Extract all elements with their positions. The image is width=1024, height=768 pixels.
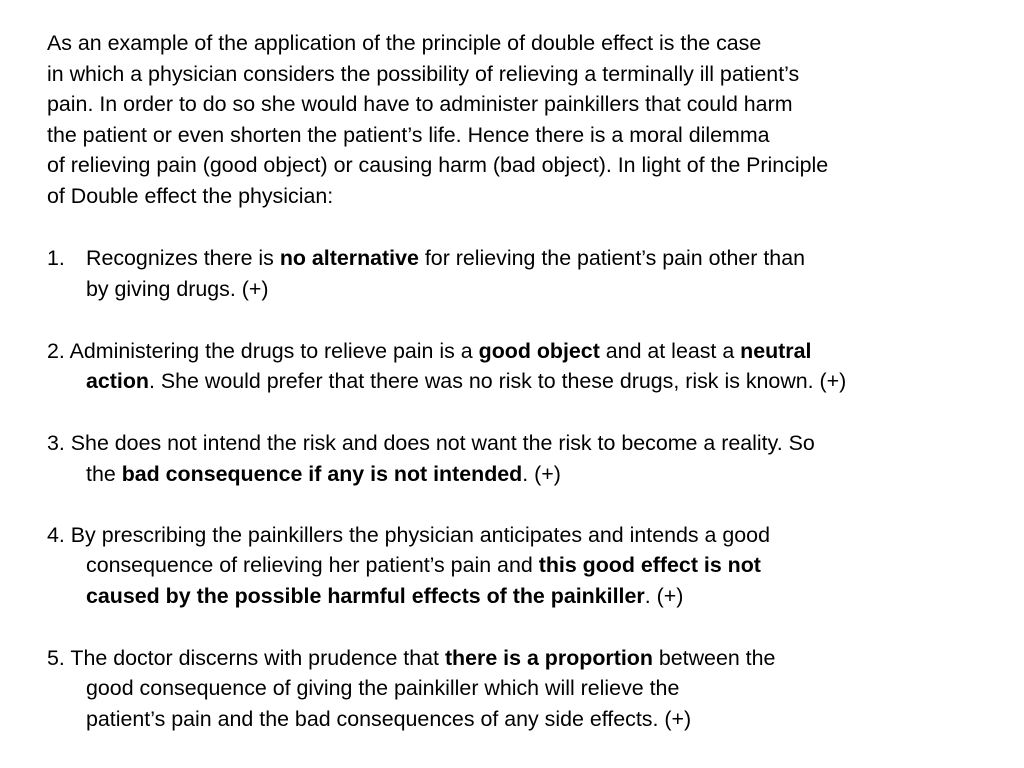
item-1-number: 1. <box>47 246 65 270</box>
item-2-emphasis-action: action <box>86 369 149 393</box>
item-2-line-1 <box>47 336 811 366</box>
intro-line-4: the patient or even shorten the patient’s life. Hence there is a moral dilemma <box>47 123 770 147</box>
item-5-text-a: 5. The doctor discerns with prudence that <box>47 646 445 670</box>
intro-line-2: in which a physician considers the possibility of relieving a terminally ill patient’s <box>47 62 800 86</box>
item-3-emphasis: bad consequence if any is not intended <box>121 462 523 486</box>
item-1-line-1 <box>86 243 805 273</box>
item-1-text-a: Recognizes there is <box>86 246 280 270</box>
item-3-text-a: the <box>86 462 122 486</box>
item-4-text-a: consequence of relieving her patient’s pain and <box>86 553 539 577</box>
item-2-emphasis-good-object: good object <box>478 339 600 363</box>
item-1-line-2: by giving drugs. (+) <box>86 277 269 301</box>
item-1-text-c: for relieving the patient’s pain other than <box>418 246 805 270</box>
item-5-line-3: patient’s pain and the bad consequences of any side effects. (+) <box>86 707 692 731</box>
item-3-line-1: 3. She does not intend the risk and does not want the risk to become a reality. So <box>47 431 815 455</box>
item-4-emphasis-b: caused by the possible harmful effects of the painkiller <box>86 584 645 608</box>
intro-line-5: of relieving pain (good object) or causing harm (bad object). In light of the Principle <box>47 153 829 177</box>
item-1-emphasis: no alternative <box>279 246 419 270</box>
item-5-line-2: good consequence of giving the painkiller which will relieve the <box>86 676 680 700</box>
item-4-line-3 <box>86 581 683 611</box>
intro-line-1: As an example of the application of the principle of double effect is the case <box>47 31 762 55</box>
item-4-emphasis-a: this good effect is not <box>538 553 761 577</box>
intro-line-3: pain. In order to do so she would have to administer painkillers that could harm <box>47 92 793 116</box>
item-2-text-a: 2. Administering the drugs to relieve pain is a <box>47 339 479 363</box>
item-2-emphasis-neutral: neutral <box>740 339 812 363</box>
item-2-line-2 <box>86 366 846 396</box>
item-5-text-c: between the <box>652 646 776 670</box>
item-3-text-c: . (+) <box>522 462 561 486</box>
intro-line-6: of Double effect the physician: <box>47 184 334 208</box>
item-2-text-c: and at least a <box>599 339 741 363</box>
item-3-line-2 <box>86 459 561 489</box>
item-4-line-1: 4. By prescribing the painkillers the physician anticipates and intends a good <box>47 523 770 547</box>
item-5-line-1 <box>47 643 775 673</box>
item-4-line-2 <box>86 550 761 580</box>
item-5-emphasis: there is a proportion <box>444 646 653 670</box>
item-2-text-b: . She would prefer that there was no risk to these drugs, risk is known. (+) <box>149 369 847 393</box>
item-4-text-b: . (+) <box>644 584 684 608</box>
